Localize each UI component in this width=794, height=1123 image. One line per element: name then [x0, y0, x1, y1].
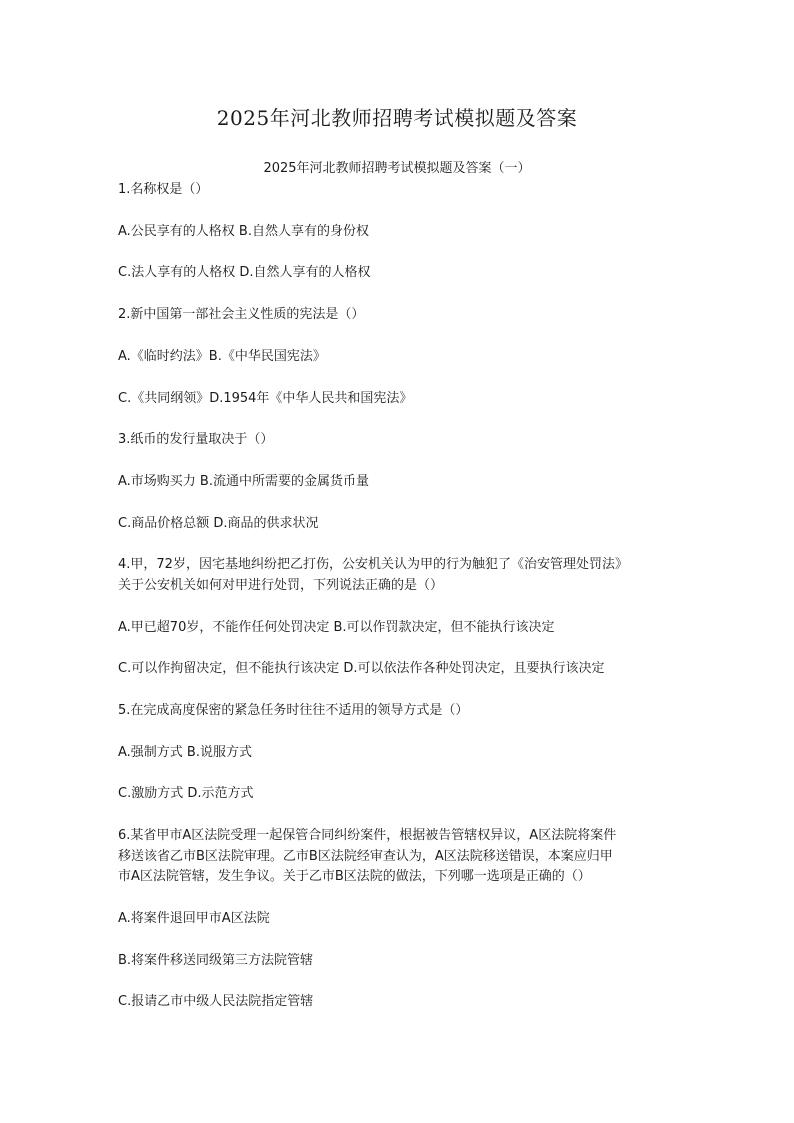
section-title: 2025年河北教师招聘考试模拟题及答案（一）: [263, 161, 531, 176]
question-2-options-ab: A.《临时约法》B.《中华民国宪法》: [118, 349, 326, 364]
question-3-options-cd: C.商品价格总额 D.商品的供求状况: [118, 516, 319, 531]
question-6-option-c: C.报请乙市中级人民法院指定管辖: [118, 994, 314, 1009]
question-4-options-cd: C.可以作拘留决定，但不能执行该决定 D.可以依法作各种处罚决定，且要执行该决定: [118, 661, 605, 676]
question-1-options-ab: A.公民享有的人格权 B.自然人享有的身份权: [118, 224, 369, 239]
question-1-options-cd: C.法人享有的人格权 D.自然人享有的人格权: [118, 265, 371, 280]
question-6-line-2: 移送该省乙市B区法院审理。乙市B区法院经审查认为，A区法院移送错误，本案应归甲: [118, 849, 613, 864]
question-5-options-cd: C.激励方式 D.示范方式: [118, 786, 254, 801]
question-6-line-3: 市A区法院管辖，发生争议。关于乙市B区法院的做法，下列哪一选项是正确的（）: [118, 869, 591, 884]
question-3: 3.纸币的发行量取决于（）: [118, 432, 274, 447]
document-title: 2025年河北教师招聘考试模拟题及答案: [216, 106, 578, 130]
question-6-option-a: A.将案件退回甲市A区法院: [118, 911, 270, 926]
question-5-options-ab: A.强制方式 B.说服方式: [118, 745, 252, 760]
question-3-options-ab: A.市场购买力 B.流通中所需要的金属货币量: [118, 474, 369, 489]
question-1: 1.名称权是（）: [118, 182, 209, 197]
question-2: 2.新中国第一部社会主义性质的宪法是（）: [118, 307, 365, 322]
question-5: 5.在完成高度保密的紧急任务时往往不适用的领导方式是（）: [118, 703, 469, 718]
question-6-option-b: B.将案件移送同级第三方法院管辖: [118, 953, 314, 968]
question-4-options-ab: A.甲已超70岁，不能作任何处罚决定 B.可以作罚款决定，但不能执行该决定: [118, 620, 555, 635]
question-6-line-1: 6.某省甲市A区法院受理一起保管合同纠纷案件，根据被告管辖权异议，A区法院将案件: [118, 828, 617, 843]
question-2-options-cd: C.《共同纲领》D.1954年《中华人民共和国宪法》: [118, 391, 413, 406]
question-4-line-2: 关于公安机关如何对甲进行处罚，下列说法正确的是（）: [118, 578, 444, 593]
question-4-line-1: 4.甲，72岁，因宅基地纠纷把乙打伤，公安机关认为甲的行为触犯了《治安管理处罚法》: [118, 557, 628, 572]
